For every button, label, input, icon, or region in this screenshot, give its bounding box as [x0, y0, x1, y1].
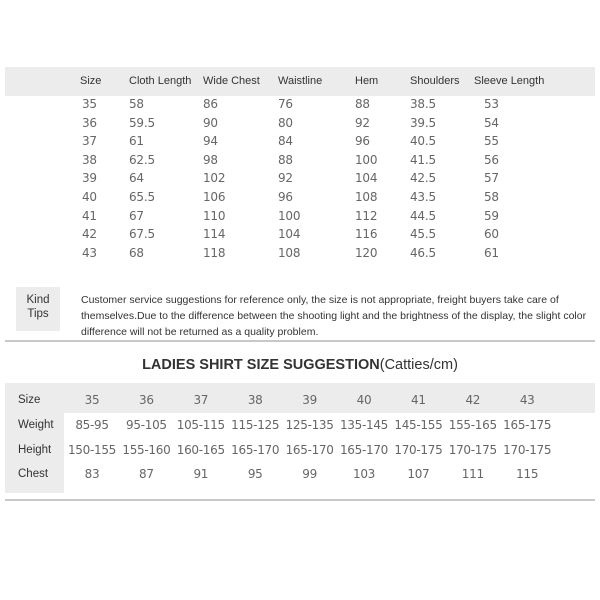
- cell-cloth-length: 58: [129, 97, 144, 111]
- cell-sleeve-length: 57: [484, 171, 499, 186]
- column-header-size: Size: [80, 75, 102, 87]
- cell-size: 38: [82, 152, 97, 167]
- cell-waistline: 96: [278, 190, 293, 204]
- cell-size: 43: [82, 245, 97, 260]
- cell-size: 35: [82, 97, 97, 111]
- cell-wide-chest: 118: [203, 245, 226, 260]
- cell-sleeve-length: 59: [484, 208, 499, 223]
- cell-shoulders: 40.5: [410, 134, 436, 149]
- cell-hem: 92: [355, 115, 370, 130]
- cell-hem: 100: [355, 152, 378, 167]
- cell-weight: 105-115: [176, 418, 225, 432]
- cell-cloth-length: 65.5: [129, 190, 155, 204]
- cell-wide-chest: 86: [203, 97, 218, 111]
- column-header-waistline: Waistline: [278, 75, 323, 87]
- cell-height: 165-170: [339, 443, 389, 457]
- cell-waistline: 76: [278, 97, 293, 111]
- cell-chest: 83: [84, 467, 100, 481]
- cell-hem: 108: [355, 190, 378, 204]
- cell-chest: 107: [407, 467, 430, 481]
- suggestion-title: [0, 357, 600, 373]
- cell-waistline: 88: [278, 152, 293, 167]
- cell-size: 40: [82, 190, 97, 204]
- cell-size: 39: [302, 393, 317, 407]
- cell-waistline: 80: [278, 115, 293, 130]
- column-header-sleeve-length: Sleeve Length: [474, 75, 545, 87]
- cell-cloth-length: 62.5: [129, 152, 155, 167]
- cell-cloth-length: 61: [129, 134, 144, 149]
- cell-weight: 165-175: [503, 418, 552, 432]
- cell-wide-chest: 90: [203, 115, 218, 130]
- cell-hem: 104: [355, 171, 378, 186]
- cell-weight: 125-135: [285, 418, 334, 432]
- cell-hem: 120: [355, 245, 378, 260]
- cell-sleeve-length: 60: [484, 227, 499, 242]
- cell-cloth-length: 67.5: [129, 227, 155, 242]
- cell-wide-chest: 114: [203, 227, 226, 242]
- cell-wide-chest: 110: [203, 208, 226, 223]
- cell-size: 43: [519, 393, 535, 407]
- column-header-wide-chest: Wide Chest: [203, 75, 260, 87]
- cell-shoulders: 39.5: [410, 115, 436, 130]
- cell-waistline: 104: [278, 227, 301, 242]
- cell-waistline: 100: [278, 208, 301, 223]
- cell-sleeve-length: 61: [484, 245, 499, 260]
- suggestion-title-main: LADIES SHIRT SIZE SUGGESTION: [142, 357, 380, 373]
- cell-size: 41: [411, 393, 426, 407]
- cell-shoulders: 43.5: [410, 190, 436, 204]
- kind-tips-text: Customer service suggestions for reference only, the size is not appropriate, freight buyers take care of themselves.Due to the difference between the shooting light and the brightness of the display, the slight color difference will not be returned as a quality problem.: [81, 294, 587, 338]
- cell-hem: 112: [355, 208, 378, 223]
- cell-size: 41: [82, 208, 97, 223]
- cell-size: 36: [139, 393, 154, 407]
- cell-sleeve-length: 58: [484, 190, 499, 204]
- column-header-hem: Hem: [355, 75, 379, 87]
- cell-weight: 135-145: [339, 418, 389, 432]
- cell-shoulders: 45.5: [410, 227, 436, 242]
- cell-cloth-length: 64: [129, 171, 144, 186]
- cell-height: 155-160: [122, 443, 171, 457]
- cell-waistline: 92: [278, 171, 293, 186]
- cell-size: 37: [82, 134, 97, 149]
- section-divider: [5, 340, 595, 342]
- cell-chest: 87: [139, 467, 154, 481]
- cell-size: 42: [82, 227, 97, 242]
- cell-size: 36: [82, 115, 97, 130]
- column-header-shoulders: Shoulders: [410, 75, 460, 87]
- column-header-cloth-length: Cloth Length: [129, 75, 192, 87]
- cell-size: 35: [84, 393, 100, 407]
- cell-sleeve-length: 53: [484, 97, 499, 111]
- cell-wide-chest: 98: [203, 152, 218, 167]
- cell-sleeve-length: 56: [484, 152, 499, 167]
- cell-shoulders: 46.5: [410, 245, 436, 260]
- cell-weight: 155-165: [448, 418, 497, 432]
- cell-cloth-length: 67: [129, 208, 144, 223]
- cell-weight: 95-105: [126, 418, 167, 432]
- cell-shoulders: 42.5: [410, 171, 436, 186]
- cell-shoulders: 38.5: [410, 97, 436, 111]
- cell-sleeve-length: 54: [484, 115, 499, 130]
- cell-height: 170-175: [503, 443, 552, 457]
- cell-size: 42: [465, 393, 481, 407]
- cell-height: 150-155: [67, 443, 117, 457]
- cell-hem: 116: [355, 227, 378, 242]
- kind-tips-label-line1: Kind: [26, 294, 50, 306]
- cell-waistline: 108: [278, 245, 301, 260]
- cell-height: 165-170: [285, 443, 334, 457]
- cell-shoulders: 41.5: [410, 152, 436, 167]
- cell-weight: 85-95: [75, 418, 109, 432]
- cell-weight: 145-155: [394, 418, 443, 432]
- cell-hem: 88: [355, 97, 370, 111]
- cell-chest: 115: [516, 467, 539, 481]
- cell-chest: 99: [302, 467, 317, 481]
- bottom-divider: [5, 499, 595, 501]
- cell-size: 37: [193, 393, 209, 407]
- row-label-size: Size: [18, 394, 41, 406]
- row-label-height: Height: [18, 444, 52, 456]
- cell-wide-chest: 106: [203, 190, 226, 204]
- cell-sleeve-length: 55: [484, 134, 499, 149]
- kind-tips-badge: [16, 287, 60, 331]
- cell-hem: 96: [355, 134, 370, 149]
- cell-height: 170-175: [448, 443, 497, 457]
- cell-shoulders: 44.5: [410, 208, 436, 223]
- cell-cloth-length: 68: [129, 245, 144, 260]
- cell-height: 160-165: [176, 443, 225, 457]
- cell-cloth-length: 59.5: [129, 115, 155, 130]
- row-label-chest: Chest: [18, 468, 49, 480]
- cell-chest: 103: [352, 467, 375, 481]
- cell-chest: 111: [461, 467, 484, 481]
- cell-size: 38: [247, 393, 263, 407]
- cell-height: 170-175: [394, 443, 443, 457]
- kind-tips-label-line2: Tips: [27, 308, 49, 320]
- row-label-weight: Weight: [18, 419, 54, 431]
- cell-chest: 95: [247, 467, 263, 481]
- cell-chest: 91: [193, 467, 209, 481]
- cell-size: 39: [82, 171, 97, 186]
- cell-weight: 115-125: [231, 418, 280, 432]
- cell-size: 40: [356, 393, 372, 407]
- cell-height: 165-170: [231, 443, 280, 457]
- cell-waistline: 84: [278, 134, 293, 149]
- suggestion-title-unit: (Catties/cm): [379, 357, 458, 373]
- cell-wide-chest: 102: [203, 171, 226, 186]
- cell-wide-chest: 94: [203, 134, 218, 149]
